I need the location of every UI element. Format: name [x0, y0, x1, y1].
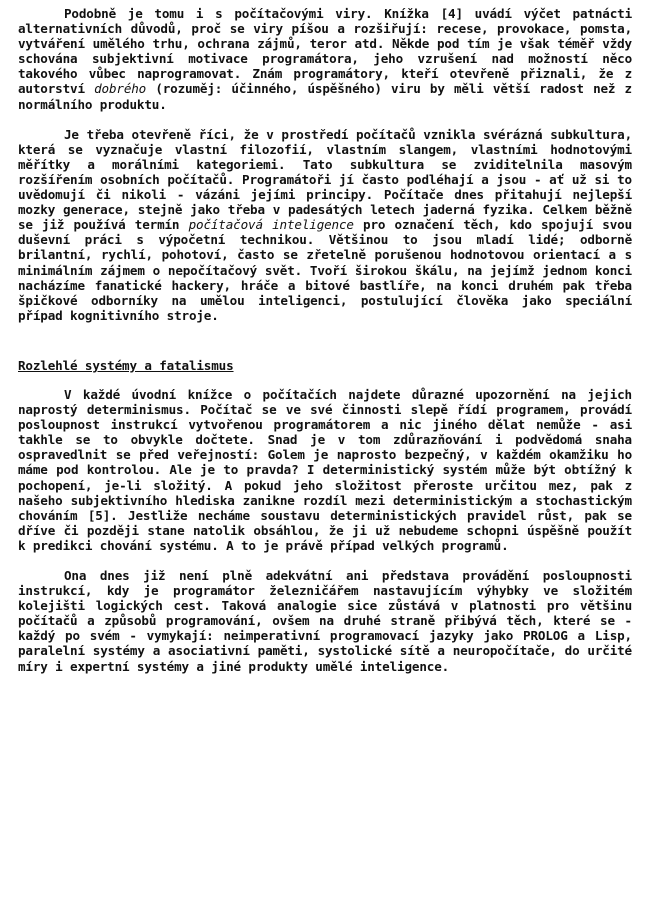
text-segment: Je třeba otevřeně říci, že v prostředí počítačů vznikla svérázná subkultura, která se vyznačuje vlastní filozofií, vlastním slangem, vlastními hodnotovými měřítky a morálními kategoriemi. Tato subkultura se zviditelnila masovým rozšířením osobních počítačů. Programátoři jí často podléhají a jsou - ať už si to uvědomují či nikoli - vázáni jejími principy. Počítače dnes přitahují nejlepší mozky generace, stejně jako třeba v padesátých letech jaderná fyzika. Celkem běžně se již používá termín [18, 126, 632, 233]
text-segment: Podobně je tomu i s počítačovými viry. Knížka [4] uvádí výčet patnácti alternativních důvodů, proč se viry píšou a rozšiřují: recese, provokace, pomsta, vytváření umělého trhu, ochrana zájmů, teror atd. Někde pod tím je však téměř vždy schována subjektivní motivace programátora, jeho vzrušení nad možností něco takového vůbec naprogramovat. Znám programátory, kteří otevřeně přiznali, že z autorství [18, 6, 632, 97]
text-segment: pro označení těch, kdo spojují svou duševní práci s výpočetní technikou. Většinou to jsou mladí lidé; odborně brilantní, rychlí, pohotoví, často se zřetelně porušenou hodnotovou orientací a s minimálním zájmem o nepočítačový svět. Tvoří širokou škálu, na jejímž jednom konci nacházíme fanatické hackery, hráče a bitové bastlíře, na konci druhém pak třeba špičkové odborníky na umělou inteligenci, postulující člověka jako speciální případ kognitivního stroje. [18, 217, 632, 323]
paragraph-determinism [18, 387, 632, 553]
text-segment: Ona dnes již není plně adekvátní ani představa provádění posloupnosti instrukcí, kdy je programátor železničářem nastavujícím výhybky ve složitém kolejišti logických cest. Taková analogie sice zůstává v platnosti pro většinu počítačů a způsobů programování, ovšem na druhé straně přibývá těch, které se - každý po svém - vymykají: neimperativní programovací jazyky jako PROLOG a Lisp, paralelní systémy a asociativní paměti, systolické sítě a neuropočítače, do určité míry i expertní systémy a jiné produkty umělé inteligence. [18, 568, 632, 674]
paragraph-subculture [18, 127, 632, 323]
document-page [18, 6, 632, 674]
paragraph-instruction-sequence [18, 568, 632, 674]
paragraph-computer-viruses [18, 6, 632, 112]
text-segment: V každé úvodní knížce o počítačích najdete důrazné upozornění na jejich naprostý determinismus. Počítač se ve své činnosti slepě řídí programem, provádí posloupnost instrukcí vytvořenou programátorem a nic jiného dělat nemůže - asi takhle se to obvykle dočtete. Snad je v tom zdůrazňování i podvědomá snaha ospravedlnit se před veřejností: Golem je naprosto bezpečný, v každém okamžiku ho máme pod kontrolou. Ale je to pravda? I deterministický systém může být obtížný k pochopení, je-li složitý. A pokud jeho složitost přeroste určitou mez, pak z našeho subjektivního hlediska zanikne rozdíl mezi deterministickým a stochastickým chováním [5]. Jestliže necháme soustavu deterministických pravidel růst, pak se dříve či později stane natolik obsáhlou, že ji už nebudeme schopni úspěšně použít k predikci chování systému. A to je právě případ velkých programů. [18, 386, 632, 553]
italic-term-dobreho: dobrého [94, 81, 147, 97]
section-heading: Rozlehlé systémy a fatalismus [18, 357, 234, 373]
italic-term-computer-intelligence: počítačová inteligence [188, 217, 354, 233]
text-segment: (rozuměj: účinného, úspěšného) viru by měli větší radost než z normálního produktu. [18, 81, 632, 112]
